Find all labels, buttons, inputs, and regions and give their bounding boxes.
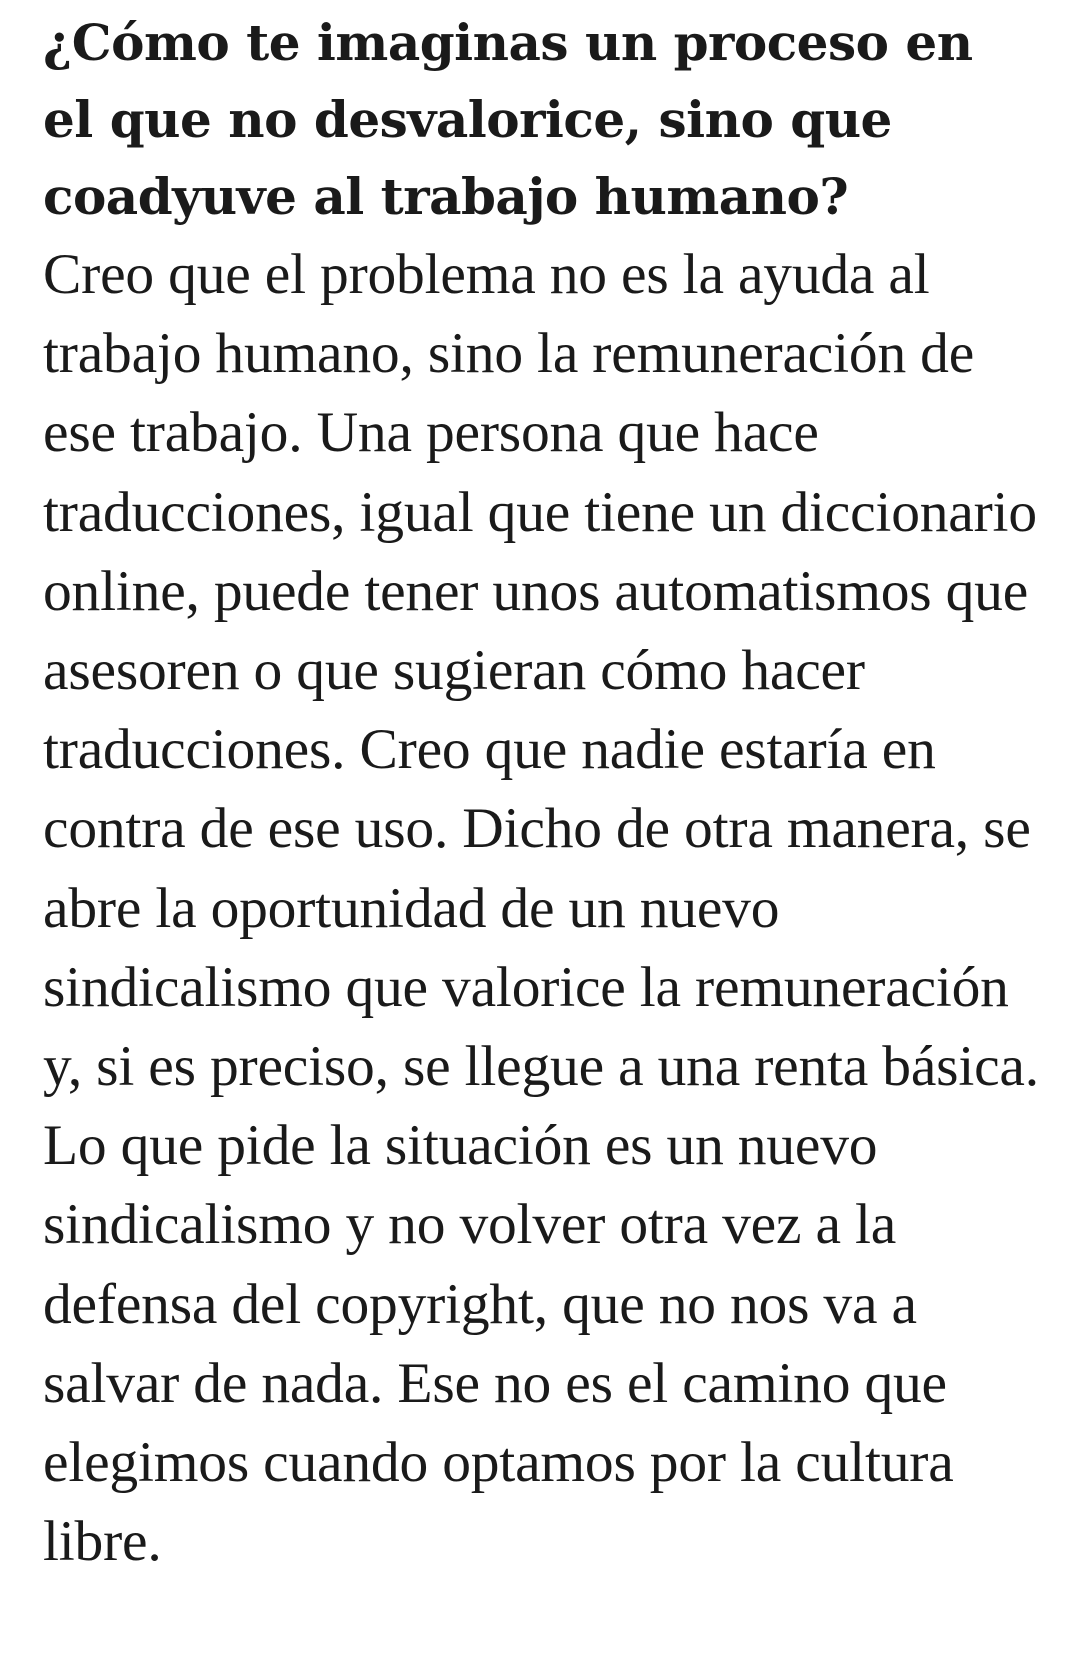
interview-question: ¿Cómo te imaginas un proceso en el que no desvalorice, sino que coadyuve al trabajo humano?: [43, 13, 973, 226]
interview-article: [43, 4, 1043, 1581]
interview-answer: Creo que el problema no es la ayuda al trabajo humano, sino la remuneración de ese trabajo. Una persona que hace traducciones, igual que tiene un diccionario online, puede tener unos automatismos que asesoren o que sugieran cómo hacer traducciones. Creo que nadie estaría en contra de ese uso. Dicho de otra manera, se abre la oportunidad de un nuevo sindicalismo que valorice la remuneración y, si es preciso, se llegue a una renta básica. Lo que pide la situación es un nuevo sindicalismo y no volver otra vez a la defensa del copyright, que no nos va a salvar de nada. Ese no es el camino que elegimos cuando optamos por la cultura libre.: [43, 243, 1039, 1574]
